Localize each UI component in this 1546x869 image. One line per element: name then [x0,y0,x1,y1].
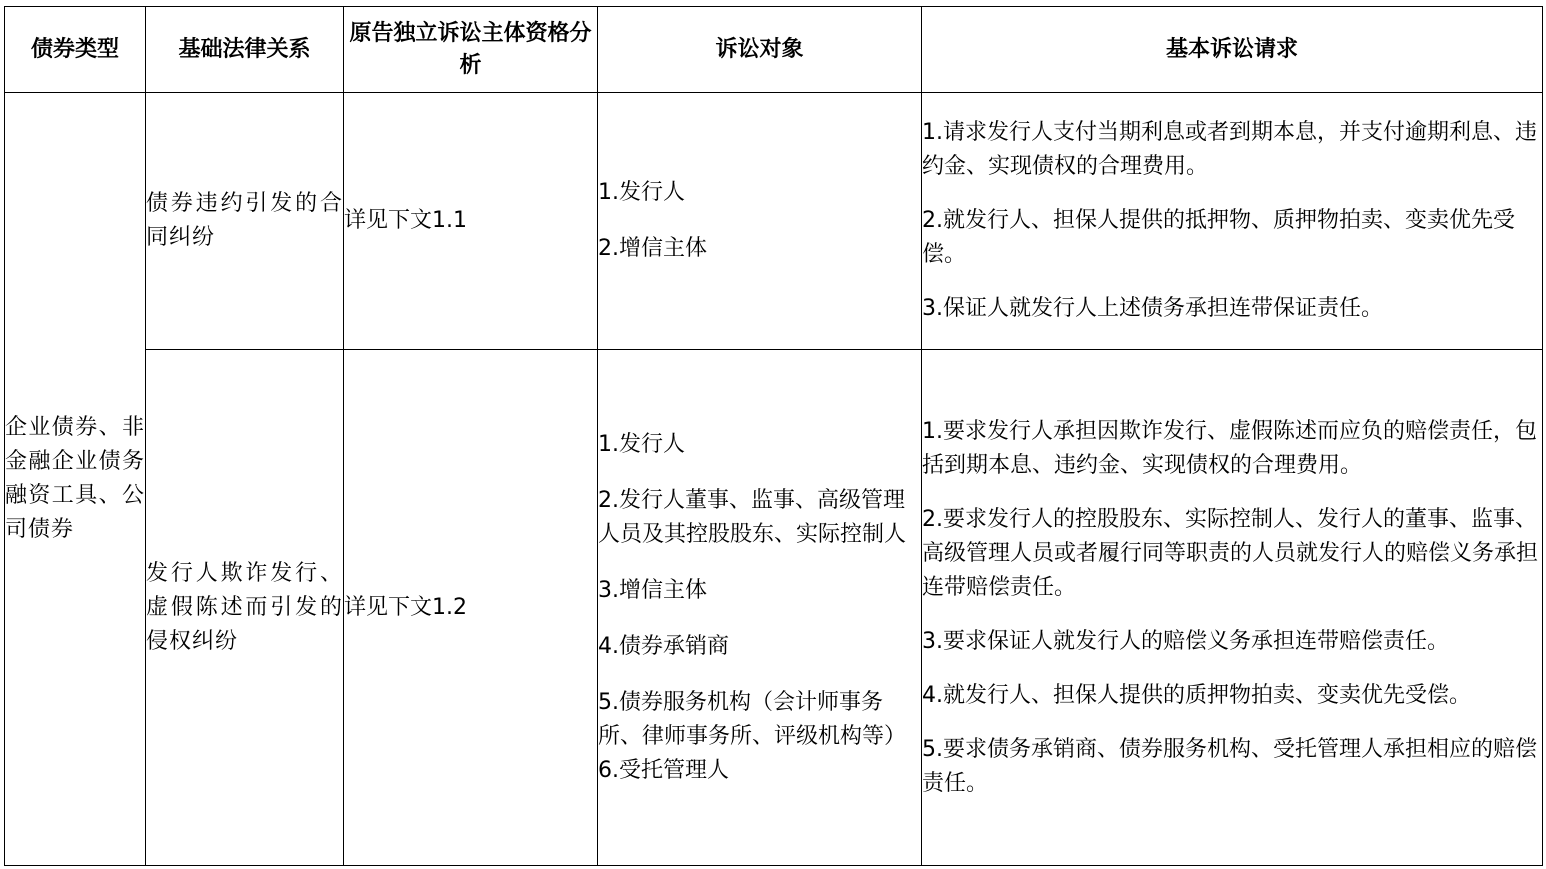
defendants-cell [598,350,922,866]
legal-relation-cell [146,350,344,866]
bond-type-text: 企业债券、非金融企业债务融资工具、公司债券 [5,415,145,542]
claim-item: 3.要求保证人就发行人的赔偿义务承担连带赔偿责任。 [922,628,1449,654]
defendant-item: 4.债券承销商 [598,633,729,659]
qualification-cell [344,93,598,350]
claim-item: 1.请求发行人支付当期利息或者到期本息，并支付逾期利息、违约金、实现债权的合理费用。 [922,120,1537,179]
defendant-item: 3.增信主体 [598,577,707,603]
bond-litigation-table [4,6,1543,866]
claim-item: 2.就发行人、担保人提供的抵押物、质押物拍卖、变卖优先受偿。 [922,208,1515,267]
header-claims: 基本诉讼请求 [922,7,1543,93]
claim-item: 3.保证人就发行人上述债务承担连带保证责任。 [922,296,1383,321]
legal-relation-text: 债券违约引发的合同纠纷 [146,191,343,250]
defendant-item: 1.发行人 [598,180,685,205]
header-row [5,7,1543,93]
claim-item: 4.就发行人、担保人提供的质押物拍卖、变卖优先受偿。 [922,682,1471,708]
qualification-text: 详见下文1.1 [344,208,467,233]
header-legal-relation: 基础法律关系 [146,7,344,93]
legal-relation-text: 发行人欺诈发行、虚假陈述而引发的侵权纠纷 [146,560,343,654]
defendant-item: 2.增信主体 [598,236,707,261]
claims-cell [922,93,1543,350]
defendant-item: 2.发行人董事、监事、高级管理人员及其控股股东、实际控制人 [598,487,907,547]
table-row [5,350,1543,866]
claims-cell [922,350,1543,866]
legal-relation-cell [146,93,344,350]
bond-type-cell [5,93,146,866]
header-defendants: 诉讼对象 [598,7,922,93]
defendant-item: 5.债券服务机构（会计师事务所、律师事务所、评级机构等）6.受托管理人 [598,689,907,783]
qualification-cell [344,350,598,866]
claim-item: 2.要求发行人的控股股东、实际控制人、发行人的董事、监事、高级管理人员或者履行同等职责的人员就发行人的赔偿义务承担连带赔偿责任。 [922,506,1539,600]
table-row [5,93,1543,350]
header-qualification: 原告独立诉讼主体资格分析 [344,7,598,93]
claim-item: 1.要求发行人承担因欺诈发行、虚假陈述而应负的赔偿责任，包括到期本息、违约金、实现债权的合理费用。 [922,418,1537,478]
defendant-item: 1.发行人 [598,431,685,457]
defendants-cell [598,93,922,350]
qualification-text: 详见下文1.2 [344,594,467,620]
header-bond-type: 债券类型 [5,7,146,93]
claim-item: 5.要求债务承销商、债券服务机构、受托管理人承担相应的赔偿责任。 [922,736,1537,796]
